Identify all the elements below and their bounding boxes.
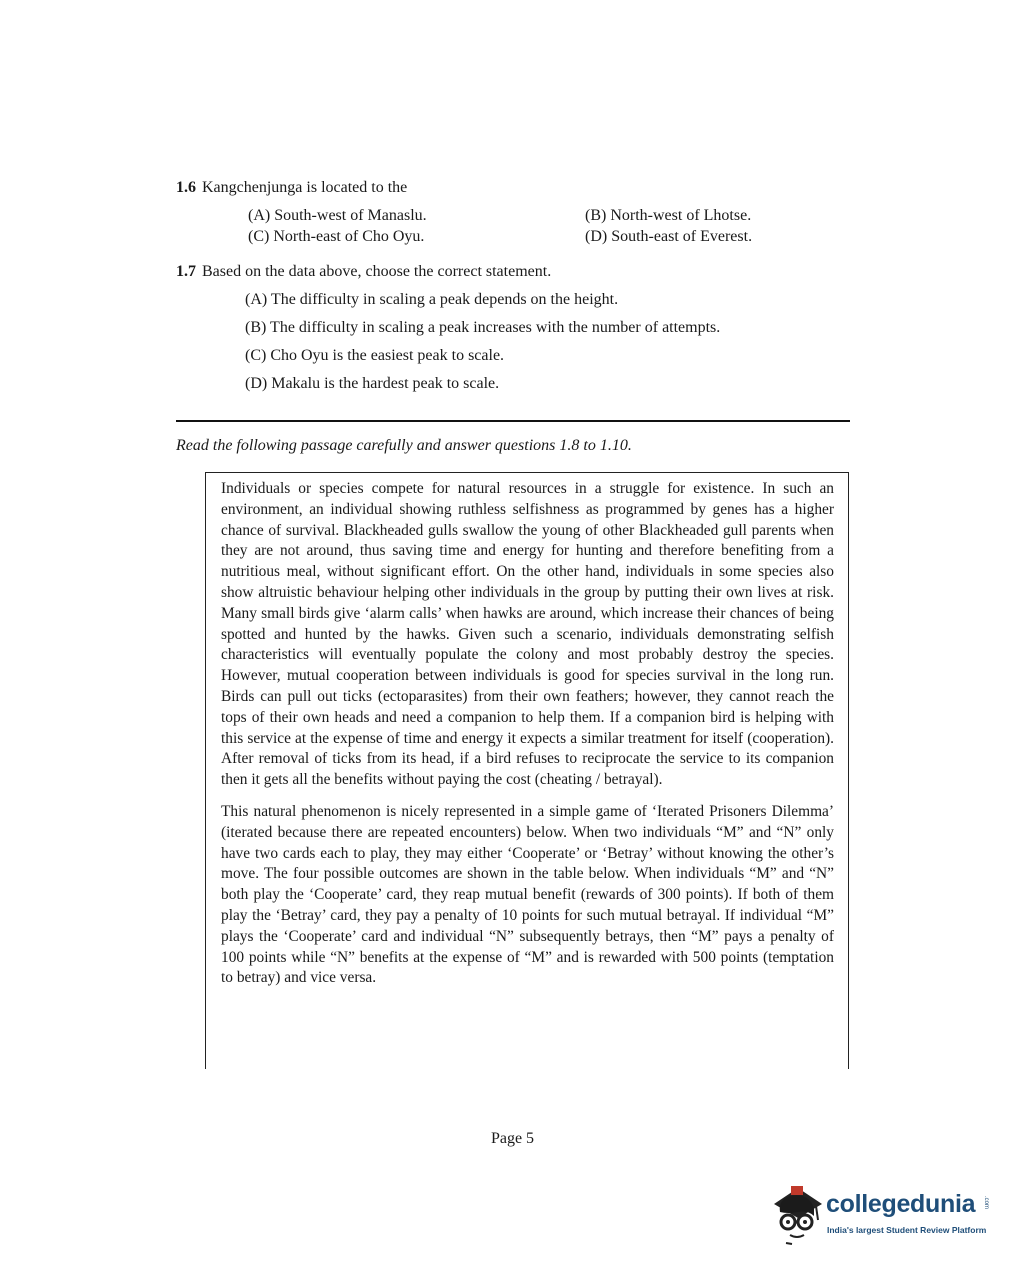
- question-text: Kangchenjunga is located to the: [202, 179, 408, 196]
- question-1-6: [176, 178, 407, 198]
- option-a: (A) South-west of Manaslu.: [248, 207, 427, 224]
- logo-tagline: India's largest Student Review Platform: [827, 1225, 987, 1235]
- passage-box: [205, 472, 849, 1069]
- collegedunia-logo: [768, 1182, 993, 1247]
- option-b: (B) North-west of Lhotse.: [585, 207, 752, 224]
- option-c: (C) Cho Oyu is the easiest peak to scale.: [245, 347, 505, 364]
- logo-wordmark: collegedunia: [826, 1190, 976, 1218]
- passage-instruction: Read the following passage carefully and answer questions 1.8 to 1.10.: [176, 437, 632, 454]
- logo-suffix: .com: [983, 1196, 989, 1210]
- option-d: (D) South-east of Everest.: [585, 228, 753, 245]
- passage-paragraph-2: This natural phenomenon is nicely represented in a simple game of ‘Iterated Prisoners Dilemma’ (iterated because there are repeated encounters) below. When two individuals “M” and “N” only have two cards each to play, they may either ‘Cooperate’ or ‘Betray’ without knowing the other’s move. The four possible outcomes are shown in the table below. When individuals “M” and “N” both play the ‘Cooperate’ card, they reap mutual benefit (rewards of 300 points). If both of them play the ‘Betray’ card, they pay a penalty of 10 points for such mutual betrayal. If individual “M” plays the ‘Cooperate’ card and individual “N” subsequently betrays, then “M” pays a penalty of 100 points while “N” benefits at the expense of “M” and is rewarded with 500 points (temptation to betray) and vice versa.: [221, 802, 834, 987]
- option-c: (C) North-east of Cho Oyu.: [248, 228, 425, 245]
- option-a: (A) The difficulty in scaling a peak depends on the height.: [245, 291, 619, 308]
- student-mascot-icon: [768, 1182, 826, 1247]
- page-number: Page 5: [490, 1130, 535, 1147]
- question-number: 1.6: [176, 179, 196, 196]
- section-divider: [176, 420, 850, 422]
- option-d: (D) Makalu is the hardest peak to scale.: [245, 375, 500, 392]
- question-1-7: [176, 262, 551, 282]
- question-text: Based on the data above, choose the correct statement.: [202, 263, 552, 280]
- passage-paragraph-1: Individuals or species compete for natural resources in a struggle for existence. In such an environment, an individual showing ruthless selfishness as programmed by genes has a higher chance of survival. Blackheaded gulls swallow the young of other Blackheaded gull parents when they are not around, thus saving time and energy for hunting and therefore benefiting from a nutritious meal, without significant effort. On the other hand, individuals in some species also show altruistic behaviour helping other individuals in the group by putting their own lives at risk. Many small birds give ‘alarm calls’ when hawks are around, which increase their chances of being spotted and hunted by the hawks. Given such a scenario, individuals demonstrating selfish characteristics will eventually populate the colony and most probably destroy the species. However, mutual cooperation between individuals is good for species survival in the long run. Birds can pull out ticks (ectoparasites) from their own feathers; however, they cannot reach the tops of their own heads and need a companion to help them. If a companion bird is helping with this service at the expense of time and energy it expects a similar treatment for itself (cooperation). After removal of ticks from its head, if a bird refuses to reciprocate the service to its companion then it gets all the benefits without paying the cost (cheating / betrayal).: [221, 480, 834, 789]
- option-b: (B) The difficulty in scaling a peak increases with the number of attempts.: [245, 319, 721, 336]
- question-number: 1.7: [176, 263, 196, 280]
